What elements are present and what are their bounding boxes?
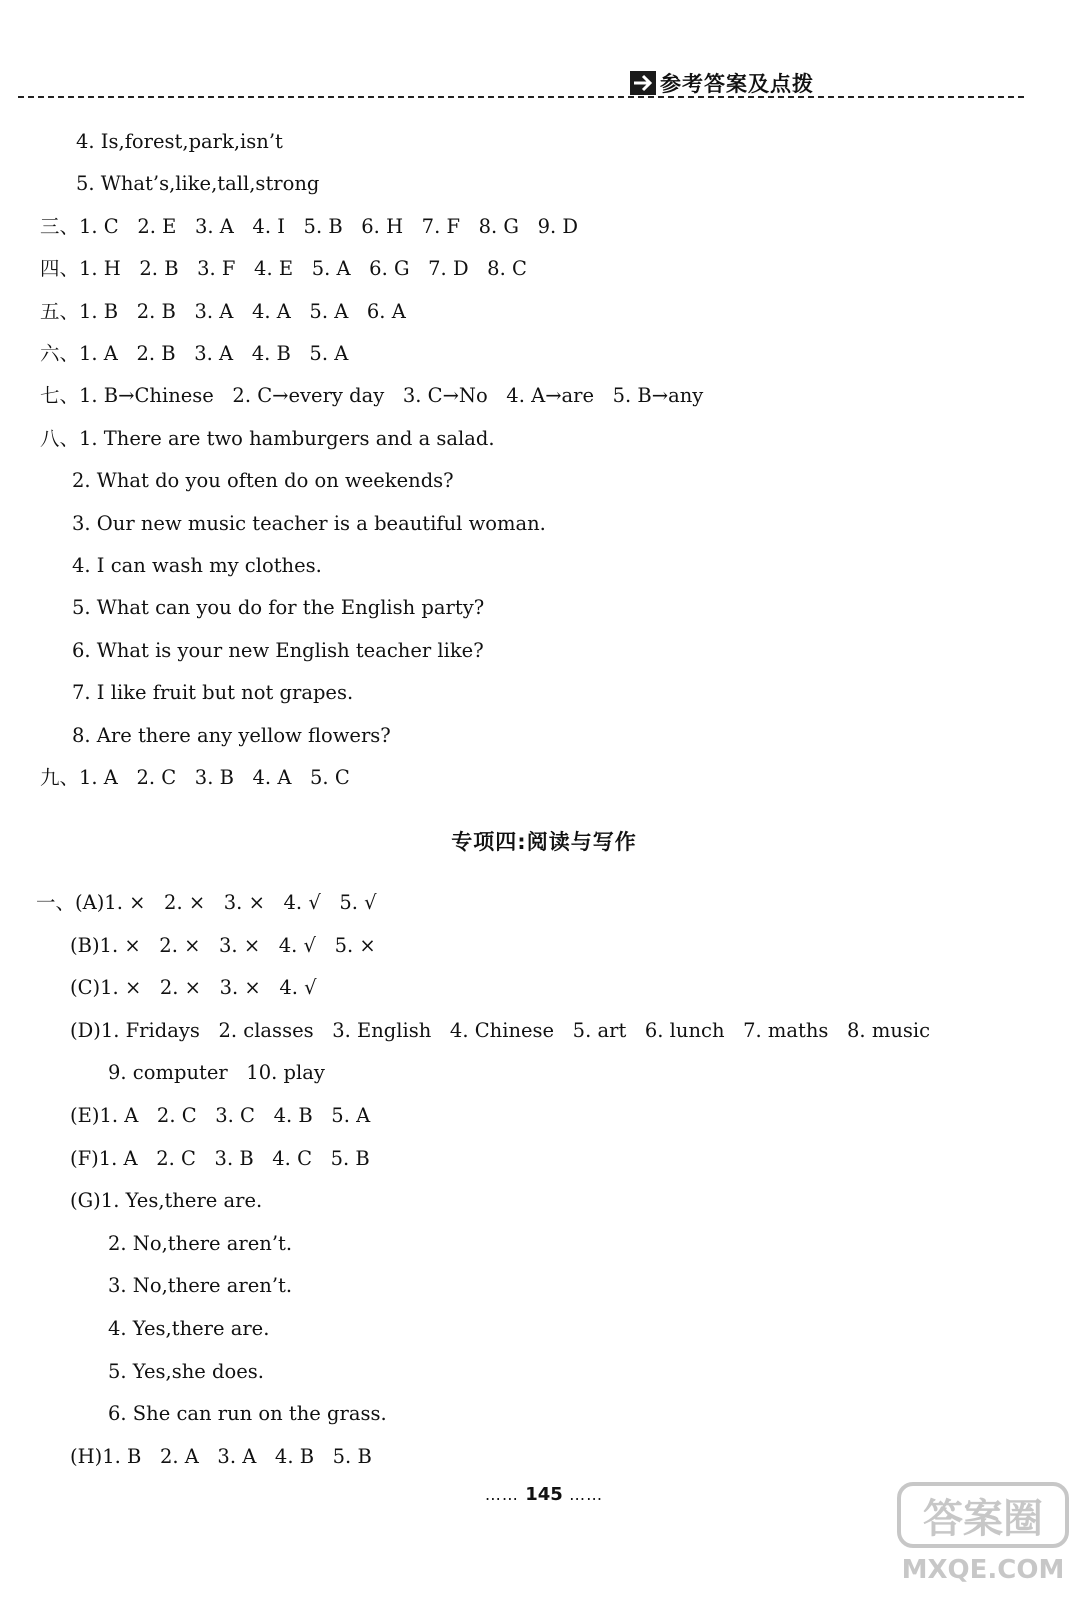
answer-line: 2. No,there aren’t. (108, 1231, 293, 1255)
answer-line: 3. No,there aren’t. (108, 1274, 293, 1298)
answer-line: 七、1. B→Chinese 2. C→every day 3. C→No 4. A→are 5. B→any (40, 384, 704, 408)
answer-line: 9. computer 10. play (108, 1061, 325, 1085)
answer-line: (D)1. Fridays 2. classes 3. English 4. Chinese 5. art 6. lunch 7. maths 8. music (70, 1018, 931, 1042)
answer-line: 4. Is,forest,park,isn’t (76, 130, 283, 153)
watermark-logo (893, 1478, 1073, 1588)
answer-line: (B)1. × 2. × 3. × 4. √ 5. × (70, 933, 376, 957)
answer-line: 5. Yes,she does. (108, 1359, 264, 1383)
answer-line: 6. She can run on the grass. (108, 1402, 387, 1426)
answer-line: 四、1. H 2. B 3. F 4. E 5. A 6. G 7. D 8. C (40, 257, 527, 281)
answer-line: 八、1. There are two hamburgers and a salad. (40, 426, 495, 450)
answer-line: 8. Are there any yellow flowers? (72, 723, 391, 747)
answer-line: 5. What can you do for the English party? (72, 596, 485, 620)
watermark-line1: 答案圈 (923, 1496, 1043, 1542)
header-divider (18, 96, 1024, 98)
answer-line: 6. What is your new English teacher like? (72, 638, 484, 662)
arrow-right-icon (630, 71, 656, 95)
answer-line: 3. Our new music teacher is a beautiful woman. (72, 511, 546, 535)
answer-line: 7. I like fruit but not grapes. (72, 681, 354, 705)
answer-line: 三、1. C 2. E 3. A 4. I 5. B 6. H 7. F 8. G 9. D (40, 214, 579, 238)
answer-line: (F)1. A 2. C 3. B 4. C 5. B (70, 1146, 370, 1170)
answer-line: 六、1. A 2. B 3. A 4. B 5. A (40, 342, 349, 365)
answer-line: 五、1. B 2. B 3. A 4. A 5. A 6. A (40, 299, 406, 323)
answer-line: (H)1. B 2. A 3. A 4. B 5. B (70, 1444, 372, 1468)
answer-line: (C)1. × 2. × 3. × 4. √ (70, 976, 317, 1000)
footer-dots-right: …… (569, 1485, 604, 1504)
answer-line: 2. What do you often do on weekends? (72, 469, 454, 493)
page-header (18, 60, 1024, 104)
answer-line: 一、(A)1. × 2. × 3. × 4. √ 5. √ (36, 891, 377, 914)
answer-line: (E)1. A 2. C 3. C 4. B 5. A (70, 1104, 371, 1127)
header-title (630, 68, 814, 98)
page-number: 145 (525, 1484, 563, 1505)
answer-line: 4. Yes,there are. (108, 1317, 270, 1340)
answer-line: 4. I can wash my clothes. (72, 554, 322, 577)
header-title-text: 参考答案及点拨 (660, 72, 814, 96)
answer-line: (G)1. Yes,there are. (70, 1189, 263, 1213)
answer-line: 5. What’s,like,tall,strong (76, 172, 320, 196)
footer-dots-left: …… (484, 1485, 519, 1504)
answer-line: 九、1. A 2. C 3. B 4. A 5. C (40, 766, 350, 789)
watermark-line2: MXQE.COM (901, 1555, 1065, 1585)
section-title: 专项四:阅读与写作 (451, 830, 637, 854)
